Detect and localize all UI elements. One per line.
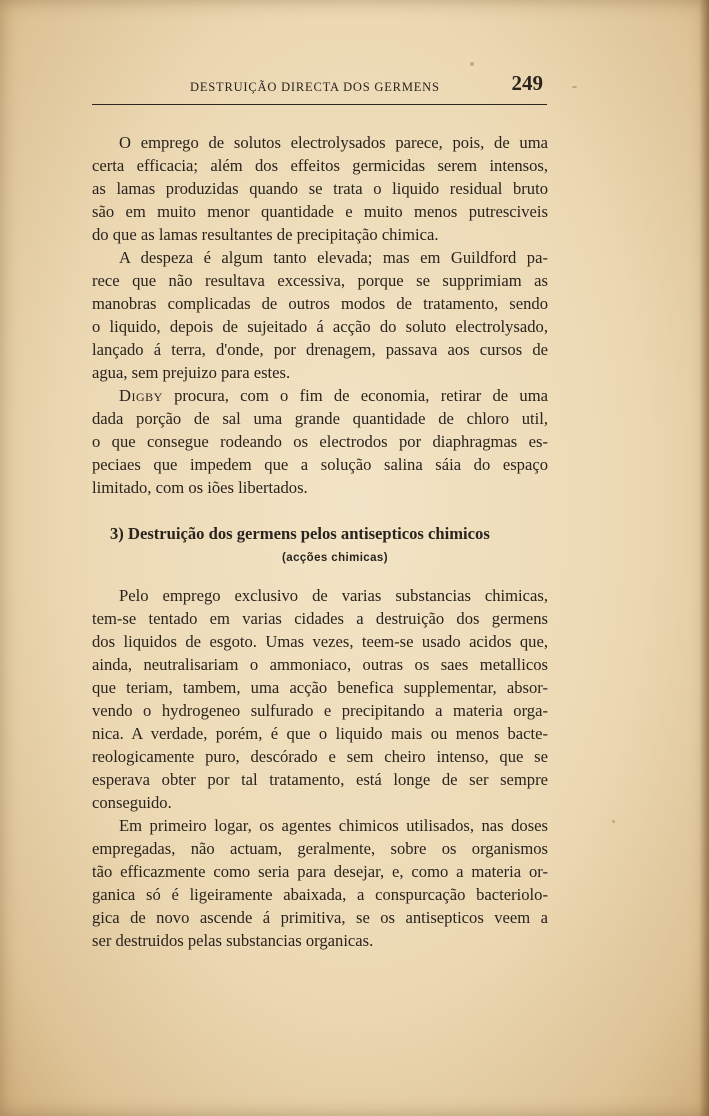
text-line: gica de novo ascende á primitiva, se os antisepticos veem a bbox=[92, 908, 548, 927]
section-subheading: (acções chimicas) bbox=[282, 552, 388, 564]
text-fragment: procura, com o fim de economia, retirar de uma bbox=[174, 386, 548, 405]
author-name: Digby bbox=[119, 386, 163, 405]
text-line: o liquido, depois de sujeitado á acção do soluto electrolysado, bbox=[92, 317, 548, 336]
text-line: O emprego de solutos electrolysados parece, pois, de uma bbox=[119, 133, 548, 152]
text-line: dos liquidos de esgoto. Umas vezes, teem-se usado acidos que, bbox=[92, 632, 548, 651]
paper-speck bbox=[470, 62, 474, 66]
text-line: lançado á terra, d'onde, por drenagem, passava aos cursos de bbox=[92, 340, 548, 359]
text-line: do que as lamas resultantes de precipitação chimica. bbox=[92, 225, 439, 244]
paragraph bbox=[92, 384, 548, 499]
running-header bbox=[92, 71, 547, 105]
paper-speck bbox=[572, 86, 577, 88]
text-line: que teriam, tambem, uma acção benefica supplementar, absor- bbox=[92, 678, 548, 697]
text-line: manobras complicadas de outros modos de tratamento, sendo bbox=[92, 294, 548, 313]
text-line bbox=[92, 384, 548, 407]
running-title: DESTRUIÇÃO DIRECTA DOS GERMENS bbox=[190, 80, 440, 94]
text-line: dada porção de sal uma grande quantidade de chloro util, bbox=[92, 409, 548, 428]
text-line: tão efficazmente como seria para desejar, e, como a materia or- bbox=[92, 862, 548, 881]
text-line: ser destruidos pelas substancias organicas. bbox=[92, 931, 374, 950]
text-line: as lamas produzidas quando se trata o liquido residual bruto bbox=[92, 179, 548, 198]
text-line: esperava obter por tal tratamento, está longe de ser sempre bbox=[92, 770, 548, 789]
text-line: agua, sem prejuizo para estes. bbox=[92, 363, 291, 382]
text-line: tem-se tentado em varias cidades a destruição dos germens bbox=[92, 609, 548, 628]
paper-speck bbox=[612, 820, 615, 823]
text-line: ganica só é ligeiramente abaixada, a conspurcação bacteriolo- bbox=[92, 885, 548, 904]
text-line: certa efficacia; além dos effeitos germicidas serem intensos, bbox=[92, 156, 548, 175]
paragraph bbox=[92, 246, 548, 384]
text-line: rece que não resultava excessiva, porque se supprimiam as bbox=[92, 271, 548, 290]
text-line: Em primeiro logar, os agentes chimicos utilisados, nas doses bbox=[119, 816, 548, 835]
body-text bbox=[92, 131, 548, 952]
text-line: conseguido. bbox=[92, 793, 172, 812]
paragraph bbox=[92, 131, 548, 246]
paragraph bbox=[92, 814, 548, 952]
text-line: nica. A verdade, porém, é que o liquido mais ou menos bacte- bbox=[92, 724, 548, 743]
text-line: empregadas, não actuam, geralmente, sobre os organismos bbox=[92, 839, 548, 858]
text-line: vendo o hydrogeneo sulfurado e precipitando a materia orga- bbox=[92, 701, 548, 720]
text-line: o que consegue rodeando os electrodos por diaphragmas es- bbox=[92, 432, 548, 451]
paragraph bbox=[92, 584, 548, 814]
text-line: A despeza é algum tanto elevada; mas em Guildford pa- bbox=[119, 248, 548, 267]
page-edge-shadow bbox=[699, 0, 709, 1116]
text-line: reologicamente puro, descórado e sem cheiro intenso, que se bbox=[92, 747, 548, 766]
section-heading: 3) Destruição dos germens pelos antisepticos chimicos bbox=[110, 524, 490, 543]
text-line: ainda, neutralisariam o ammoniaco, outras os saes metallicos bbox=[92, 655, 548, 674]
text-line: Pelo emprego exclusivo de varias substancias chimicas, bbox=[119, 586, 548, 605]
text-line: peciaes que impedem que a solução salina sáia do espaço bbox=[92, 455, 548, 474]
text-line: limitado, com os iões libertados. bbox=[92, 478, 308, 497]
text-line: são em muito menor quantidade e muito menos putresciveis bbox=[92, 202, 548, 221]
page-number: 249 bbox=[511, 71, 543, 95]
